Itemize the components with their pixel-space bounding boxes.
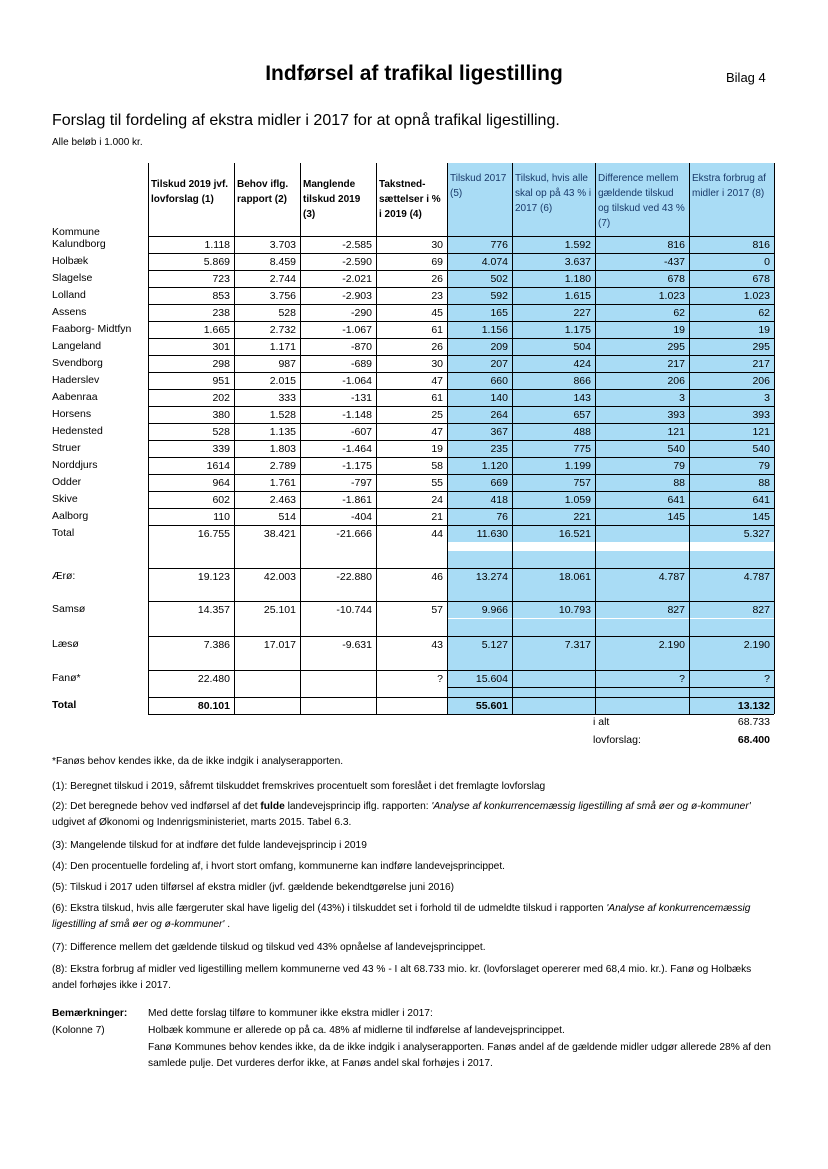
spacer-row xyxy=(52,653,774,670)
table-cell: 424 xyxy=(512,355,595,372)
table-cell: 24 xyxy=(376,491,447,508)
table-cell: 26 xyxy=(376,338,447,355)
row-label: Holbæk xyxy=(52,255,89,267)
page-title: Indførsel af trafikal ligestilling xyxy=(265,62,563,85)
table-cell: 641 xyxy=(689,491,774,508)
table-cell: 2.732 xyxy=(234,321,300,338)
table-cell: 44 xyxy=(376,525,447,542)
table-cell: 1.615 xyxy=(512,287,595,304)
table-cell: 1.171 xyxy=(234,338,300,355)
table-cell: 30 xyxy=(376,236,447,253)
table-cell xyxy=(300,697,376,714)
table-cell: 1.528 xyxy=(234,406,300,423)
table-cell: 816 xyxy=(689,236,774,253)
table-row xyxy=(52,636,774,653)
table-cell: -607 xyxy=(300,423,376,440)
table-cell: 1614 xyxy=(148,457,234,474)
column-header: Tilskud 2019 jvf. lovforslag (1) xyxy=(151,179,229,205)
table-cell xyxy=(595,697,689,714)
table-cell: 4.787 xyxy=(595,568,689,585)
table-cell: 61 xyxy=(376,321,447,338)
spacer-cell xyxy=(689,619,774,636)
column-divider xyxy=(376,163,377,714)
column-header: Takstned-sættelser i % i 2019 (4) xyxy=(379,179,441,220)
table-cell: 202 xyxy=(148,389,234,406)
table-cell: 602 xyxy=(148,491,234,508)
row-label: Total xyxy=(52,527,75,539)
table-cell: 2.190 xyxy=(689,636,774,653)
table-row xyxy=(52,270,774,287)
table-cell: 79 xyxy=(689,457,774,474)
table-cell: 339 xyxy=(148,440,234,457)
table-cell: -1.861 xyxy=(300,491,376,508)
column-divider xyxy=(774,163,775,714)
table-cell: -2.585 xyxy=(300,236,376,253)
table-cell: 264 xyxy=(447,406,512,423)
table-cell: 2.789 xyxy=(234,457,300,474)
table-cell: 1.199 xyxy=(512,457,595,474)
table-bottom-border xyxy=(148,714,774,715)
table-row xyxy=(52,287,774,304)
table-cell: 16.755 xyxy=(148,525,234,542)
row-label: Assens xyxy=(52,306,87,318)
table-cell: -21.666 xyxy=(300,525,376,542)
table-cell: -9.631 xyxy=(300,636,376,653)
table-cell: 26 xyxy=(376,270,447,287)
table-cell: 4.787 xyxy=(689,568,774,585)
spacer-cell xyxy=(595,653,689,670)
table-cell: 14.357 xyxy=(148,601,234,618)
table-cell: 3 xyxy=(595,389,689,406)
table-cell: -10.744 xyxy=(300,601,376,618)
column-header: Difference mellem gældende tilskud og tilskud ved 43 % (7) xyxy=(595,163,689,236)
table-cell: 206 xyxy=(689,372,774,389)
note-3: (3): Mangelende tilskud for at indføre det fulde landevejsprincip i 2019 xyxy=(52,840,367,851)
table-cell: -870 xyxy=(300,338,376,355)
table-row xyxy=(52,338,774,355)
table-cell: 25 xyxy=(376,406,447,423)
table-cell xyxy=(595,525,689,542)
table-cell: 2.744 xyxy=(234,270,300,287)
spacer-cell xyxy=(447,584,512,601)
row-label: Struer xyxy=(52,442,81,454)
table-cell: 121 xyxy=(689,423,774,440)
table-cell: 723 xyxy=(148,270,234,287)
table-row xyxy=(52,321,774,338)
table-cell: 528 xyxy=(234,304,300,321)
table-cell: -1.067 xyxy=(300,321,376,338)
table-cell: -2.903 xyxy=(300,287,376,304)
table-row xyxy=(52,601,774,618)
table-cell: 393 xyxy=(689,406,774,423)
table-cell: 58 xyxy=(376,457,447,474)
table-cell: 5.327 xyxy=(689,525,774,542)
table-cell: 3.756 xyxy=(234,287,300,304)
row-label: Langeland xyxy=(52,340,102,352)
row-label: Skive xyxy=(52,493,78,505)
lovforslag-value: 68.400 xyxy=(737,734,770,746)
column-divider xyxy=(148,163,149,714)
column-header: Behov iflg. rapport (2) xyxy=(237,179,289,205)
table-cell: 3.703 xyxy=(234,236,300,253)
table-cell: 145 xyxy=(689,508,774,525)
table-row xyxy=(52,697,774,714)
table-cell: 540 xyxy=(595,440,689,457)
note-fanoe: *Fanøs behov kendes ikke, da de ikke indgik i analyserapporten. xyxy=(52,756,344,767)
table-cell: 2.463 xyxy=(234,491,300,508)
table-cell: 7.317 xyxy=(512,636,595,653)
table-cell: 1.665 xyxy=(148,321,234,338)
remark-line-3: Fanø Kommunes behov kendes ikke, da de ikke indgik i analyserapporten. Fanøs andel af de gældende midler udgør allerede 28% af den samlede pulje. Det vurderes derfor ikke, at Fanøs andel skal forhøjes i 2017. xyxy=(148,1042,771,1069)
table-row xyxy=(52,508,774,525)
table-cell: 0 xyxy=(689,253,774,270)
table-cell xyxy=(234,697,300,714)
table-cell: 827 xyxy=(595,601,689,618)
table-cell: 46 xyxy=(376,568,447,585)
table-cell: 19 xyxy=(376,440,447,457)
table-cell: 165 xyxy=(447,304,512,321)
row-label: Norddjurs xyxy=(52,459,98,471)
table-cell: 62 xyxy=(689,304,774,321)
table-cell: 669 xyxy=(447,474,512,491)
appendix-label: Bilag 4 xyxy=(726,70,766,85)
column-header: Tilskud 2017 (5) xyxy=(447,163,512,236)
table-cell: 5.127 xyxy=(447,636,512,653)
column-divider xyxy=(512,163,513,714)
row-label: Ærø: xyxy=(52,570,76,582)
spacer-cell xyxy=(512,584,595,601)
spacer-cell xyxy=(595,619,689,636)
spacer-row xyxy=(52,619,774,636)
table-cell xyxy=(512,697,595,714)
table-cell: 298 xyxy=(148,355,234,372)
table-row xyxy=(52,372,774,389)
table-cell: -1.064 xyxy=(300,372,376,389)
table-cell xyxy=(300,670,376,687)
table-cell: -2.590 xyxy=(300,253,376,270)
table-cell: 380 xyxy=(148,406,234,423)
remarks-column-label: (Kolonne 7) xyxy=(52,1025,105,1036)
table-cell: -1.175 xyxy=(300,457,376,474)
table-cell: 140 xyxy=(447,389,512,406)
table-cell: 514 xyxy=(234,508,300,525)
table-cell: 19.123 xyxy=(148,568,234,585)
table-cell: 816 xyxy=(595,236,689,253)
column-divider xyxy=(234,163,235,714)
row-label: Kalundborg xyxy=(52,238,106,250)
table-cell: ? xyxy=(689,670,774,687)
note-4: (4): Den procentuelle fordeling af, i hvort stort omfang, kommunerne kan indføre landevejsprincippet. xyxy=(52,861,506,872)
table-cell: 1.180 xyxy=(512,270,595,287)
table-cell: -22.880 xyxy=(300,568,376,585)
table-row xyxy=(52,355,774,372)
table-cell: 238 xyxy=(148,304,234,321)
table-cell: 55 xyxy=(376,474,447,491)
table-row xyxy=(52,423,774,440)
table-cell: 853 xyxy=(148,287,234,304)
row-label: Slagelse xyxy=(52,272,93,284)
table-cell: 30 xyxy=(376,355,447,372)
table-cell: 235 xyxy=(447,440,512,457)
table-cell: 145 xyxy=(595,508,689,525)
table-cell: 1.059 xyxy=(512,491,595,508)
table-row xyxy=(52,525,774,542)
table-cell: 45 xyxy=(376,304,447,321)
table-cell: 18.061 xyxy=(512,568,595,585)
row-label: Horsens xyxy=(52,408,92,420)
table-cell: 1.135 xyxy=(234,423,300,440)
table-cell: 88 xyxy=(595,474,689,491)
table-cell: 42.003 xyxy=(234,568,300,585)
table-row xyxy=(52,236,774,253)
amount-note: Alle beløb i 1.000 kr. xyxy=(52,137,143,148)
table-row xyxy=(52,406,774,423)
note-6: (6): Ekstra tilskud, hvis alle færgeruter skal have ligelig del (43%) i tilskuddet set i forhold til de udmeldte tilskud i rapporten 'Analyse af konkurrencemæssig ligestilling af små øer og ø-kommuner' . xyxy=(52,903,751,930)
table-cell: 47 xyxy=(376,372,447,389)
table-cell: 16.521 xyxy=(512,525,595,542)
page-subtitle: Forslag til fordeling af ekstra midler i 2017 for at opnå trafikal ligestilling. xyxy=(52,112,560,129)
note-7: (7): Difference mellem det gældende tilskud og tilskud ved 43% opnåelse af landevejsprincippet. xyxy=(52,942,486,953)
table-cell: 80.101 xyxy=(148,697,234,714)
table-cell: 61 xyxy=(376,389,447,406)
row-label: Læsø xyxy=(52,638,79,650)
table-row xyxy=(52,304,774,321)
table-cell: 295 xyxy=(689,338,774,355)
table-cell: 15.604 xyxy=(447,670,512,687)
table-cell: 207 xyxy=(447,355,512,372)
note-5: (5): Tilskud i 2017 uden tilførsel af ekstra midler (jvf. gældende bekendtgørelse juni 2016) xyxy=(52,882,455,893)
column-divider xyxy=(300,163,301,714)
table-cell: 333 xyxy=(234,389,300,406)
table-cell: 1.761 xyxy=(234,474,300,491)
table-cell: 678 xyxy=(689,270,774,287)
table-cell: 775 xyxy=(512,440,595,457)
table-cell: 528 xyxy=(148,423,234,440)
table-cell: 47 xyxy=(376,423,447,440)
table-cell: 143 xyxy=(512,389,595,406)
column-header: Ekstra forbrug af midler i 2017 (8) xyxy=(689,163,774,236)
table-cell: 987 xyxy=(234,355,300,372)
table-cell: 1.023 xyxy=(595,287,689,304)
table-row xyxy=(52,253,774,270)
table-cell: 2.015 xyxy=(234,372,300,389)
spacer-row xyxy=(52,551,774,568)
table-cell: 217 xyxy=(689,355,774,372)
table-cell: 504 xyxy=(512,338,595,355)
table-cell: 23 xyxy=(376,287,447,304)
column-divider xyxy=(595,163,596,714)
table-cell: -689 xyxy=(300,355,376,372)
table-cell: 5.869 xyxy=(148,253,234,270)
table-row xyxy=(52,457,774,474)
table-cell: 3 xyxy=(689,389,774,406)
table-cell: 110 xyxy=(148,508,234,525)
row-label: Odder xyxy=(52,476,82,488)
table-cell: -437 xyxy=(595,253,689,270)
table-cell: 1.803 xyxy=(234,440,300,457)
column-header: Manglende tilskud 2019 (3) xyxy=(303,179,361,220)
remark-line-1: Med dette forslag tilføre to kommuner ikke ekstra midler i 2017: xyxy=(148,1008,433,1019)
table-cell: 76 xyxy=(447,508,512,525)
table-cell: 1.156 xyxy=(447,321,512,338)
row-label: Aalborg xyxy=(52,510,89,522)
table-cell: 2.190 xyxy=(595,636,689,653)
column-divider xyxy=(447,163,448,714)
table-cell: 22.480 xyxy=(148,670,234,687)
column-header: Tilskud, hvis alle skal op på 43 % i 2017 (6) xyxy=(512,163,595,236)
table-cell: 502 xyxy=(447,270,512,287)
table-cell: 13.132 xyxy=(689,697,774,714)
lovforslag-label: lovforslag: xyxy=(593,734,641,746)
table-row xyxy=(52,440,774,457)
row-label: Haderslev xyxy=(52,374,100,386)
table-cell: 1.175 xyxy=(512,321,595,338)
spacer-cell xyxy=(689,551,774,568)
table-cell: 9.966 xyxy=(447,601,512,618)
table-cell: 757 xyxy=(512,474,595,491)
table-cell: ? xyxy=(376,670,447,687)
table-cell: 69 xyxy=(376,253,447,270)
spacer-cell xyxy=(447,551,512,568)
table-row xyxy=(52,670,774,687)
table-cell: 951 xyxy=(148,372,234,389)
table-cell: 206 xyxy=(595,372,689,389)
table-cell: 1.023 xyxy=(689,287,774,304)
table-cell: 3.637 xyxy=(512,253,595,270)
spacer-cell xyxy=(512,551,595,568)
table-cell: 38.421 xyxy=(234,525,300,542)
table-cell: 21 xyxy=(376,508,447,525)
table-cell: 62 xyxy=(595,304,689,321)
table-cell: 13.274 xyxy=(447,568,512,585)
row-label: Total xyxy=(52,699,77,711)
i-alt-label: i alt xyxy=(593,716,610,728)
table-cell: 221 xyxy=(512,508,595,525)
table-cell: 964 xyxy=(148,474,234,491)
table-cell: -404 xyxy=(300,508,376,525)
table-cell: 418 xyxy=(447,491,512,508)
table-cell: 367 xyxy=(447,423,512,440)
row-header-label: Kommune xyxy=(52,226,100,238)
table-cell: 488 xyxy=(512,423,595,440)
spacer-cell xyxy=(447,619,512,636)
table-cell: 776 xyxy=(447,236,512,253)
column-divider xyxy=(689,163,690,714)
table-cell: 11.630 xyxy=(447,525,512,542)
table-cell: 88 xyxy=(689,474,774,491)
table-cell: 4.074 xyxy=(447,253,512,270)
table-cell: 540 xyxy=(689,440,774,457)
table-cell: 678 xyxy=(595,270,689,287)
table-cell: 121 xyxy=(595,423,689,440)
table-cell: 866 xyxy=(512,372,595,389)
table-cell: 57 xyxy=(376,601,447,618)
table-cell: -1.464 xyxy=(300,440,376,457)
table-cell: 827 xyxy=(689,601,774,618)
table-cell: -131 xyxy=(300,389,376,406)
i-alt-value: 68.733 xyxy=(737,716,770,728)
table-cell: 1.118 xyxy=(148,236,234,253)
row-label: Fanø* xyxy=(52,672,81,684)
table-cell: 301 xyxy=(148,338,234,355)
table-cell: -2.021 xyxy=(300,270,376,287)
table-cell: 43 xyxy=(376,636,447,653)
table-cell: 295 xyxy=(595,338,689,355)
remarks-label: Bemærkninger: xyxy=(52,1008,128,1019)
table-cell: -797 xyxy=(300,474,376,491)
row-label: Svendborg xyxy=(52,357,103,369)
table-cell xyxy=(512,670,595,687)
table-cell: 227 xyxy=(512,304,595,321)
spacer-cell xyxy=(512,653,595,670)
spacer-cell xyxy=(595,551,689,568)
table-cell: 17.017 xyxy=(234,636,300,653)
table-cell: 19 xyxy=(595,321,689,338)
note-2: (2): Det beregnede behov ved indførsel af det fulde landevejsprincip iflg. rapporten: 'Analyse af konkurrencemæssig ligestilling af små øer og ø-kommuner' udgivet af Økonomi og Indenrigsministeriet, marts 2015. Tabel 6.3. xyxy=(52,801,751,828)
remark-line-2: Holbæk kommune er allerede op på ca. 48% af midlerne til indførelse af landevejsprincippet. xyxy=(148,1025,565,1036)
spacer-row xyxy=(52,584,774,601)
table-row xyxy=(52,389,774,406)
table-cell: 1.592 xyxy=(512,236,595,253)
table-cell: 1.120 xyxy=(447,457,512,474)
table-cell: 217 xyxy=(595,355,689,372)
table-cell: 7.386 xyxy=(148,636,234,653)
table-row xyxy=(52,491,774,508)
table-cell: 393 xyxy=(595,406,689,423)
table-cell: ? xyxy=(595,670,689,687)
row-label: Hedensted xyxy=(52,425,103,437)
table-cell: -290 xyxy=(300,304,376,321)
table-cell: 55.601 xyxy=(447,697,512,714)
spacer-cell xyxy=(595,584,689,601)
spacer-cell xyxy=(689,653,774,670)
table-cell: 25.101 xyxy=(234,601,300,618)
table-cell: 10.793 xyxy=(512,601,595,618)
table-cell: 8.459 xyxy=(234,253,300,270)
spacer-cell xyxy=(512,619,595,636)
note-8: (8): Ekstra forbrug af midler ved ligestilling mellem kommunerne ved 43 % - I alt 68.733 mio. kr. (lovforslaget opererer med 68,4 mio. kr.). Fanø og Holbæks andel forhøjes ikke i 2017. xyxy=(52,964,752,991)
row-label: Faaborg- Midtfyn xyxy=(52,323,132,335)
table-cell: 641 xyxy=(595,491,689,508)
table-cell: 657 xyxy=(512,406,595,423)
table-cell xyxy=(234,670,300,687)
row-label: Samsø xyxy=(52,603,86,615)
spacer-cell xyxy=(689,584,774,601)
spacer-cell xyxy=(447,653,512,670)
table-cell: -1.148 xyxy=(300,406,376,423)
table-cell: 592 xyxy=(447,287,512,304)
table-row xyxy=(52,474,774,491)
table-row xyxy=(52,568,774,585)
note-1: (1): Beregnet tilskud i 2019, såfremt tilskuddet fremskrives procentuelt som foreslået i det fremlagte lovforslag xyxy=(52,781,546,792)
table-cell xyxy=(376,697,447,714)
table-cell: 79 xyxy=(595,457,689,474)
row-label: Aabenraa xyxy=(52,391,98,403)
table-cell: 19 xyxy=(689,321,774,338)
row-label: Lolland xyxy=(52,289,86,301)
table-cell: 660 xyxy=(447,372,512,389)
table-cell: 209 xyxy=(447,338,512,355)
